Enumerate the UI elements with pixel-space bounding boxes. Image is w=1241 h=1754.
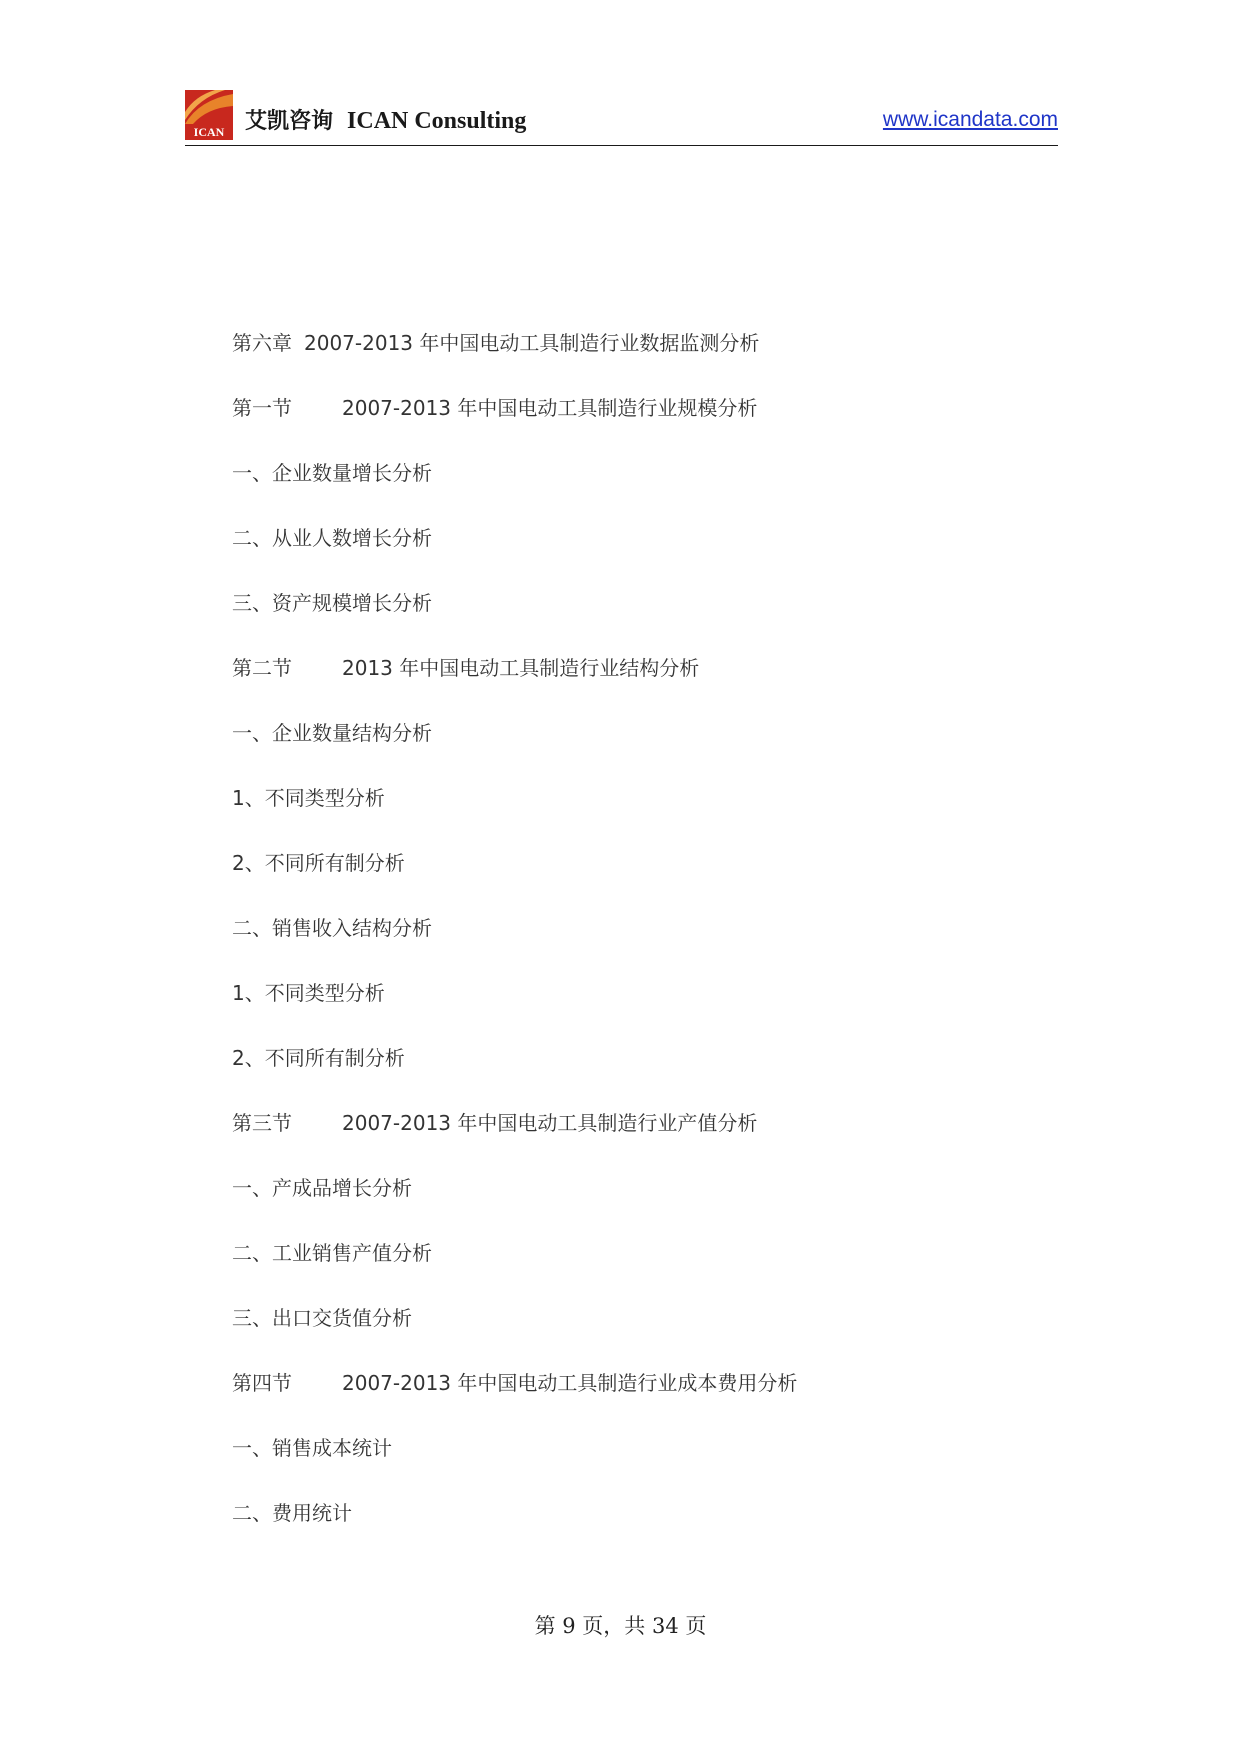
page-number-footer: 第 9 页，共 34 页 <box>534 1614 707 1638</box>
toc-item: 三、资产规模增长分析 <box>232 591 432 615</box>
toc-item: 二、销售收入结构分析 <box>232 916 432 940</box>
ican-logo-icon <box>185 90 233 140</box>
toc-item: 一、企业数量结构分析 <box>232 721 432 745</box>
toc-section-2 <box>232 655 1052 720</box>
section-title: 2007-2013 年中国电动工具制造行业成本费用分析 <box>342 1371 798 1395</box>
section-label: 第三节 <box>232 1111 292 1135</box>
toc-subitem: 2、不同所有制分析 <box>232 1046 405 1070</box>
toc-subitem: 1、不同类型分析 <box>232 981 385 1005</box>
toc-item: 一、销售成本统计 <box>232 1436 392 1460</box>
chapter-title: 2007-2013 年中国电动工具制造行业数据监测分析 <box>304 331 760 355</box>
toc-subitem: 2、不同所有制分析 <box>232 851 405 875</box>
logo-text: ICAN <box>193 125 225 139</box>
toc-item: 二、费用统计 <box>232 1501 352 1525</box>
website-link[interactable]: www.icandata.com <box>882 108 1058 131</box>
brand-name-en: ICAN Consulting <box>347 108 527 134</box>
toc-section-3 <box>232 1110 1052 1175</box>
section-title: 2007-2013 年中国电动工具制造行业产值分析 <box>342 1111 758 1135</box>
section-title: 2013 年中国电动工具制造行业结构分析 <box>342 656 700 680</box>
chapter-label: 第六章 <box>232 331 292 355</box>
toc-subitem: 1、不同类型分析 <box>232 786 385 810</box>
brand-name-cn: 艾凯咨询 <box>245 108 334 134</box>
toc-item: 三、出口交货值分析 <box>232 1306 412 1330</box>
section-label: 第四节 <box>232 1371 292 1395</box>
brand-name <box>245 104 526 135</box>
page-header <box>185 90 1058 146</box>
toc-item: 一、产成品增长分析 <box>232 1176 412 1200</box>
table-of-contents <box>232 330 1052 1565</box>
toc-item: 一、企业数量增长分析 <box>232 461 432 485</box>
section-label: 第一节 <box>232 396 292 420</box>
toc-section-1 <box>232 395 1052 460</box>
toc-item: 二、工业销售产值分析 <box>232 1241 432 1265</box>
toc-chapter-6 <box>232 330 1052 395</box>
toc-item: 二、从业人数增长分析 <box>232 526 432 550</box>
section-title: 2007-2013 年中国电动工具制造行业规模分析 <box>342 396 758 420</box>
toc-section-4 <box>232 1370 1052 1435</box>
section-label: 第二节 <box>232 656 292 680</box>
header-divider <box>185 145 1058 147</box>
